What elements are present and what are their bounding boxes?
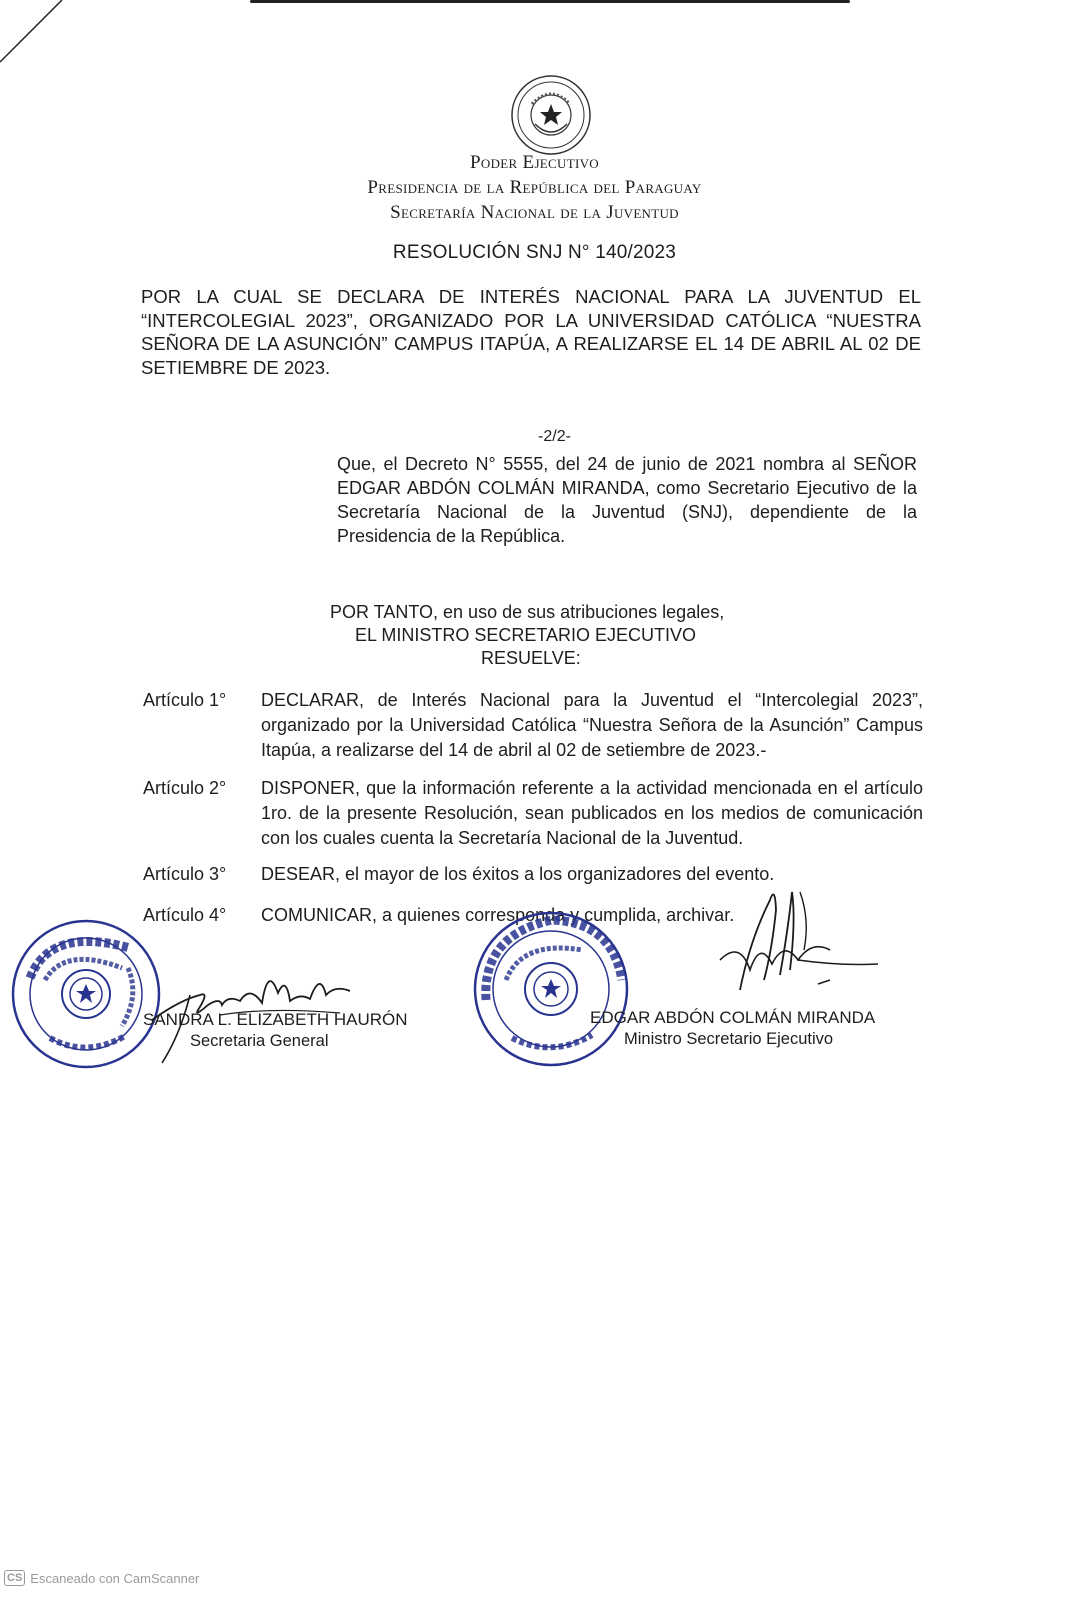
signer-right-role: Ministro Secretario Ejecutivo (624, 1030, 834, 1048)
article-4-body: , a quienes corresponda y cumplida, archivar. (372, 905, 735, 925)
article-1-verb: DECLARAR (261, 690, 360, 710)
scan-corner-line (0, 0, 80, 80)
signer-left-name: SANDRA L. ELIZABETH HAURÓN (143, 1010, 408, 1029)
considerando-text: , el Decreto N° 5555, del 24 de junio de 2021 nombra al SEÑOR EDGAR ABDÓN COLMÁN MIRANDA, como Secretario Ejecutivo de la Secretaría Nacional de la Juventud (SNJ), dependiente de la Presidencia de la República. (337, 454, 917, 546)
resolution-subject: POR LA CUAL SE DECLARA DE INTERÉS NACIONAL PARA LA JUVENTUD EL “INTERCOLEGIAL 2023”, ORGANIZADO POR LA UNIVERSIDAD CATÓLICA “NUESTRA SEÑORA DE LA ASUNCIÓN” CAMPUS ITAPÚA, A REALIZARSE EL 14 DE ABRIL AL 02 DE SETIEMBRE DE 2023. (141, 286, 921, 378)
official-stamp-left-icon (10, 918, 162, 1070)
article-2-verb: DISPONER (261, 778, 356, 798)
article-2-label: Artículo 2° (143, 778, 227, 798)
header-line-3: Secretaría Nacional de la Juventud (390, 202, 679, 223)
por-tanto-lead: POR TANTO (330, 602, 434, 622)
resolution-title: RESOLUCIÓN SNJ N° 140/2023 (392, 242, 677, 263)
document-header (0, 150, 1069, 225)
resuelve-heading: RESUELVE: (481, 648, 581, 668)
article-2-text (261, 776, 923, 851)
considerando-paragraph (337, 452, 917, 548)
watermark-text: Escaneado con CamScanner (30, 1570, 200, 1586)
signer-right-name: EDGAR ABDÓN COLMÁN MIRANDA (590, 1008, 876, 1027)
header-line-1: Poder Ejecutivo (470, 152, 599, 173)
article-3-label: Artículo 3° (143, 864, 227, 884)
article-3-verb: DESEAR (261, 864, 336, 884)
paraguay-seal-icon (510, 74, 592, 156)
signature-right-icon (680, 880, 880, 1000)
por-tanto-line (330, 600, 724, 624)
article-3-body: , el mayor de los éxitos a los organizadores del evento. (335, 864, 775, 884)
camscanner-logo-icon: CS (4, 1570, 25, 1586)
page-number: -2/2- (538, 428, 571, 445)
article-1-body: , de Interés Nacional para la Juventud el “Intercolegial 2023”, organizado por la Universidad Católica “Nuestra Señora de la Asunción” Campus Itapúa, a realizarse del 14 de abril al 02 de setiembre de 2023.- (261, 690, 923, 760)
article-2-body: , que la información referente a la actividad mencionada en el artículo 1ro. de la presente Resolución, sean publicados en los medios de comunicación con los cuales cuenta la Secretaría Nacional de la Juventud. (261, 778, 923, 848)
header-line-2: Presidencia de la República del Paraguay (367, 177, 702, 198)
article-4-verb: COMUNICAR (261, 905, 372, 925)
signer-left-role: Secretaria General (190, 1032, 329, 1050)
official-stamp-right-icon (472, 910, 630, 1068)
considerando-lead: Que (337, 454, 372, 474)
article-1-label: Artículo 1° (143, 690, 227, 710)
scan-top-edge (250, 0, 850, 3)
ministro-heading: EL MINISTRO SECRETARIO EJECUTIVO (355, 625, 697, 645)
por-tanto-text: , en uso de sus atribuciones legales, (433, 602, 725, 622)
article-4-label: Artículo 4° (143, 905, 227, 925)
scanner-watermark (4, 1570, 199, 1586)
article-1-text (261, 688, 923, 763)
